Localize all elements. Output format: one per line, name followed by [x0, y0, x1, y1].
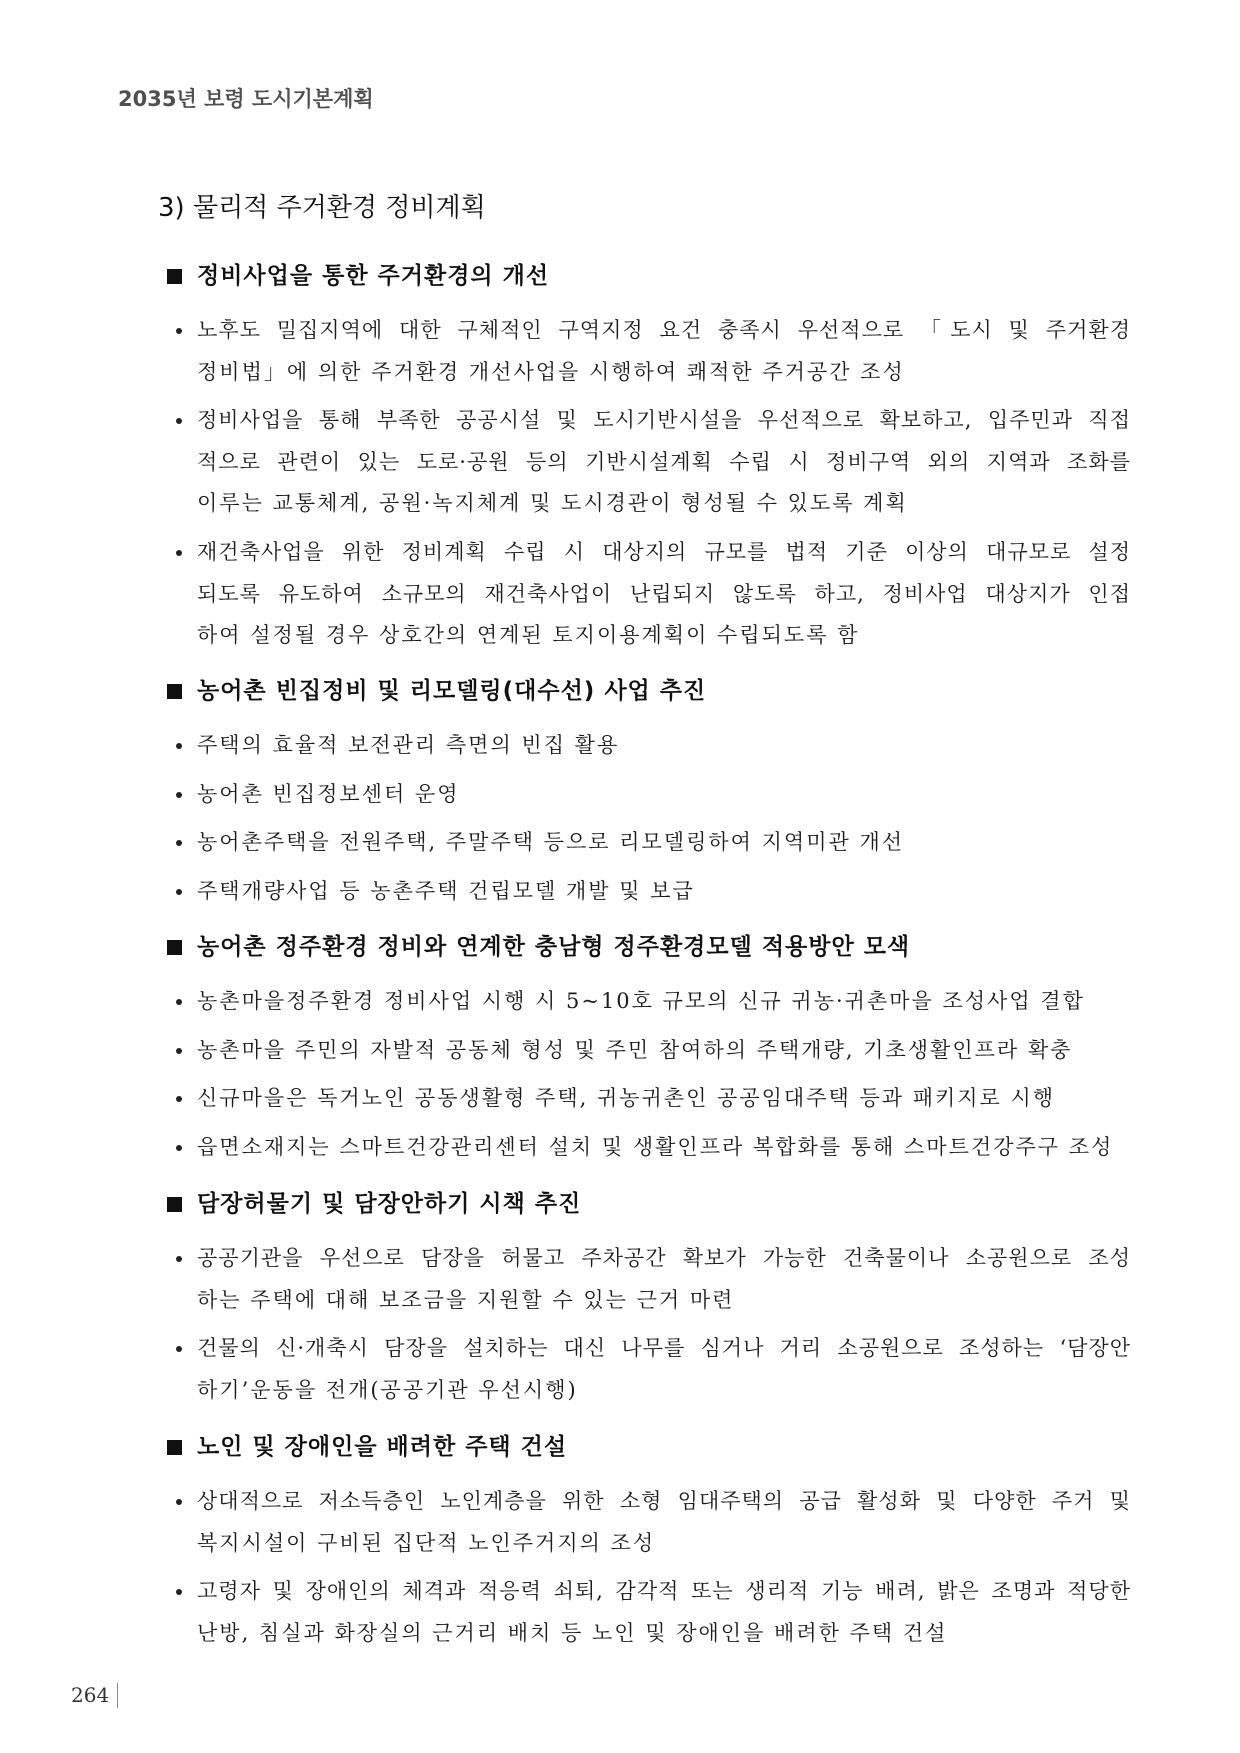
running-header: 2035년 보령 도시기본계획	[118, 87, 374, 111]
bullet-dot-icon	[176, 840, 182, 846]
bullet-dot-icon	[176, 1589, 182, 1595]
subsection	[0, 1429, 1240, 1654]
subsection-heading	[0, 1186, 1240, 1222]
subsection	[0, 929, 1240, 1168]
list-item-line: 주택의 효율적 보전관리 측면의 빈집 활용	[197, 733, 620, 757]
bullet-dot-icon	[176, 1256, 182, 1262]
list-item	[0, 1030, 1131, 1072]
list-item	[0, 822, 1131, 864]
subsection-heading	[0, 1429, 1240, 1465]
bullet-list	[0, 1238, 1240, 1411]
list-item-line: 농어촌주택을 전원주택, 주말주택 등으로 리모델링하여 지역미관 개선	[197, 830, 905, 855]
list-item-line: 건물의 신·개축시 담장을 설치하는 대신 나무를 심거나 거리 소공원으로 조성하는 ‘담장안	[197, 1336, 1131, 1361]
list-item-line: 난방, 침실과 화장실의 근거리 배치 등 노인 및 장애인을 배려한 주택 건설	[197, 1620, 948, 1645]
list-item-line: 고령자 및 장애인의 체격과 적응력 쇠퇴, 감각적 또는 생리적 기능 배려, 밝은 조명과 적당한	[197, 1579, 1131, 1604]
list-item-line: 농어촌 빈집정보센터 운영	[197, 781, 460, 806]
list-item-line: 주택개량사업 등 농촌주택 건립모델 개발 및 보급	[197, 878, 695, 903]
subsection-heading-text: 노인 및 장애인을 배려한 주택 건설	[197, 1434, 568, 1460]
list-item	[0, 310, 1131, 393]
list-item-line: 농촌마을 주민의 자발적 공동체 형성 및 주민 참여하의 주택개량, 기초생활인프라 확충	[197, 1037, 1073, 1062]
list-item-line: 공공기관을 우선으로 담장을 허물고 주차공간 확보가 가능한 건축물이나 소공원으로 조성	[197, 1246, 1131, 1270]
bullet-dot-icon	[176, 743, 182, 749]
square-bullet-icon	[167, 1440, 182, 1455]
subsection-heading-text: 농어촌 정주환경 정비와 연계한 충남형 정주환경모델 적용방안 모색	[197, 934, 911, 960]
bullet-dot-icon	[176, 889, 182, 895]
bullet-dot-icon	[176, 792, 182, 798]
list-item-line: 이루는 교통체계, 공원·녹지체계 및 도시경관이 형성될 수 있도록 계획	[197, 491, 908, 516]
subsection-heading-text: 정비사업을 통한 주거환경의 개선	[197, 263, 550, 289]
list-item	[0, 1328, 1131, 1411]
list-item	[0, 725, 1131, 767]
list-item-line: 적으로 관련이 있는 도로·공원 등의 기반시설계획 수립 시 정비구역 외의 지역과 조화를	[197, 449, 1131, 474]
bullet-list	[0, 981, 1240, 1168]
bullet-dot-icon	[176, 1499, 182, 1505]
bullet-dot-icon	[176, 1096, 182, 1102]
subsection-heading	[0, 929, 1240, 965]
list-item	[0, 1078, 1131, 1120]
list-item-line: 상대적으로 저소득층인 노인계층을 위한 소형 임대주택의 공급 활성화 및 다양한 주거 및	[197, 1489, 1131, 1513]
list-item-line: 노후도 밀집지역에 대한 구체적인 구역지정 요건 충족시 우선적으로 「도시 및 주거환경	[197, 318, 1131, 342]
list-item-line: 하여 설정될 경우 상호간의 연계된 토지이용계획이 수립되도록 함	[197, 623, 860, 648]
list-item-line: 신규마을은 독거노인 공동생활형 주택, 귀농귀촌인 공공임대주택 등과 패키지로 시행	[197, 1086, 1056, 1111]
bullet-list	[0, 1481, 1240, 1654]
subsection	[0, 673, 1240, 912]
bullet-dot-icon	[176, 999, 182, 1005]
section-title: 3) 물리적 주거환경 정비계획	[158, 193, 486, 223]
page-number: 264	[71, 1683, 110, 1707]
list-item	[0, 871, 1131, 913]
list-item-line: 되도록 유도하여 소규모의 재건축사업이 난립되지 않도록 하고, 정비사업 대상지가 인접	[197, 581, 1131, 606]
list-item-line: 복지시설이 구비된 집단적 노인주거지의 조성	[197, 1530, 656, 1555]
bullet-dot-icon	[176, 550, 182, 556]
list-item	[0, 400, 1131, 525]
list-item-line: 하기’운동을 전개(공공기관 우선시행)	[197, 1377, 578, 1402]
subsection	[0, 258, 1240, 657]
list-item	[0, 1481, 1131, 1564]
list-item	[0, 1238, 1131, 1321]
list-item	[0, 532, 1131, 657]
list-item-line: 재건축사업을 위한 정비계획 수립 시 대상지의 규모를 법적 기준 이상의 대규모로 설정	[197, 539, 1131, 564]
list-item	[0, 1127, 1131, 1169]
list-item-line: 정비법」에 의한 주거환경 개선사업을 시행하여 쾌적한 주거공간 조성	[197, 359, 905, 384]
subsection	[0, 1186, 1240, 1411]
square-bullet-icon	[167, 269, 182, 284]
subsection-heading-text: 농어촌 빈집정비 및 리모델링(대수선) 사업 추진	[197, 678, 707, 704]
bullet-list	[0, 725, 1240, 912]
subsection-heading	[0, 673, 1240, 709]
square-bullet-icon	[167, 940, 182, 955]
bullet-dot-icon	[176, 1048, 182, 1054]
list-item	[0, 981, 1131, 1023]
bullet-list	[0, 310, 1240, 657]
square-bullet-icon	[167, 1197, 182, 1212]
list-item-line: 농촌마을정주환경 정비사업 시행 시 5~10호 규모의 신규 귀농·귀촌마을 조성사업 결합	[197, 989, 1085, 1013]
bullet-dot-icon	[176, 328, 182, 334]
list-item	[0, 774, 1131, 816]
list-item-line: 하는 주택에 대해 보조금을 지원할 수 있는 근거 마련	[197, 1287, 735, 1312]
bullet-dot-icon	[176, 1145, 182, 1151]
bullet-dot-icon	[176, 418, 182, 424]
list-item-line: 읍면소재지는 스마트건강관리센터 설치 및 생활인프라 복합화를 통해 스마트건강주구 조성	[197, 1134, 1114, 1159]
subsection-heading	[0, 258, 1240, 294]
list-item-line: 정비사업을 통해 부족한 공공시설 및 도시기반시설을 우선적으로 확보하고, 입주민과 직접	[197, 408, 1131, 433]
square-bullet-icon	[167, 684, 182, 699]
bullet-dot-icon	[176, 1346, 182, 1352]
list-item	[0, 1571, 1131, 1654]
footer-divider	[117, 1683, 118, 1708]
subsection-heading-text: 담장허물기 및 담장안하기 시책 추진	[197, 1191, 582, 1217]
